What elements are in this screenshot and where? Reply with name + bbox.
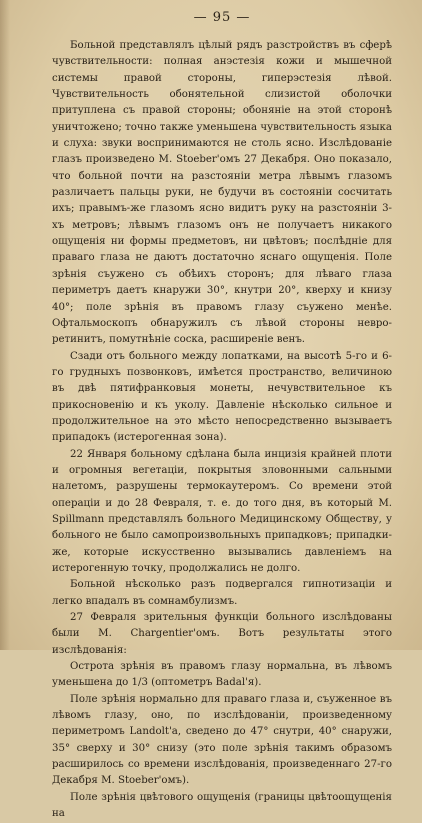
page-fold-shadow [0, 0, 10, 650]
paragraph: Сзади отъ больного между лопатками, на высотѣ 5-го и 6-го грудныхъ позвонковъ, имѣется пространство, величиною въ двѣ пятифранковыя монеты, нечувствительное къ прикосновенію и къ уколу. Давленіе нѣсколько сильное и продолжительное на это мѣсто непосредственно вызываетъ припадокъ (истерогенная зона). [52, 350, 392, 444]
paragraph: 22 Января больному сдѣлана была инцизія крайней плоти и огромныя вегетаціи, покрытыя зловонными сальными налетомъ, разрушены термокаутеромъ. Со времени этой операціи и до 28 Февраля, т. е. до того дня, въ который M. Spillmann представлялъ больного Медицинскому Обществу, у больного не было самопроизвольныхъ припадковъ; припадки-же, которые искусственно вызывались давленіемъ на истерогенную точку, продолжались не долго. [52, 448, 392, 574]
paragraph: Поле зрѣнія нормально для праваго глаза и, съуженное въ лѣвомъ глазу, оно, по изслѣдованіи, произведенному периметромъ Landolt'а, сведено до 47° снутри, 40° снаружи, 35° сверху и 30° снизу (это поле зрѣнія такимъ образомъ расширилось со времени изслѣдованія, произведеннаго 27-го Декабря M. Stoeber'омъ). [52, 693, 392, 787]
paragraph: 27 Февраля зрительныя функціи больного изслѣдованы были M. Chargentier'омъ. Вотъ результаты этого изслѣдованія: [52, 612, 392, 656]
paragraph: Больной представлялъ цѣлый рядъ разстройствъ въ сферѣ чувствительности: полная анэстезія кожи и мышечной системы правой стороны, гиперэстезія лѣвой. Чувствительность обонятельной слизистой оболочки притуплена съ правой стороны; обоняніе на этой сторонѣ уничтожено; точно также уменьшена чувствительность языка и слуха: звуки воспринимаются не столь ясно. Изслѣдованіе глазъ произведено M. Stoeber'омъ 27 Декабря. Оно показало, что больной почти на разстояніи метра лѣвымъ глазомъ различаетъ пальцы руки, не будучи въ состояніи сосчитать ихъ; правымъ-же глазомъ ясно видитъ руку на разстояніи 3-хъ метровъ; лѣвымъ глазомъ онъ не получаетъ никакого ощущенія ни формы предметовъ, ни цвѣтовъ; послѣдніе для праваго глаза не даютъ достаточно яснаго ощущенія. Поле зрѣнія съужено съ обѣихъ сторонъ; для лѣваго глаза периметръ даетъ кнаружи 30°, кнутри 20°, кверху и книзу 40°; поле зрѣнія въ правомъ глазу съужено менѣе. Офтальмоскопъ обнаружилъ съ лѣвой стороны невро-ретинитъ, помутнѣніе соска, расширеніе венъ. [52, 40, 392, 346]
paragraph: Больной нѣсколько разъ подвергался гипнотизаціи и легко впадалъ въ сомнамбулизмъ. [52, 579, 392, 607]
page-number: — 95 — [193, 10, 251, 25]
paragraph: Острота зрѣнія въ правомъ глазу нормальна, въ лѣвомъ уменьшена до 1/3 (оптометръ Badal'я). [52, 661, 392, 689]
page-body [52, 38, 392, 823]
paragraph: Поле зрѣнія цвѣтового ощущенія (границы цвѣтоощущенія на [52, 791, 392, 820]
